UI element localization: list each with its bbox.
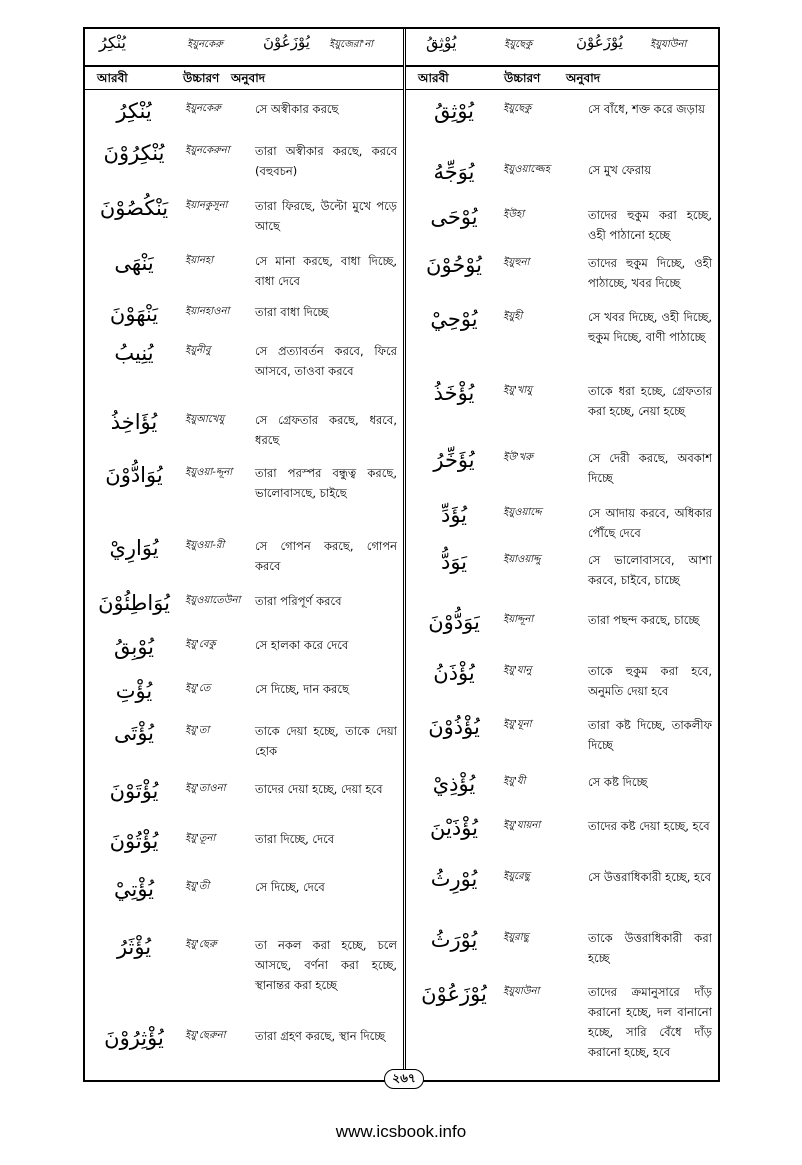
meaning: সে প্রত্যাবর্তন করবে, ফিরে আসবে, তাওবা করবে xyxy=(255,344,397,378)
arabic-word: يُؤْتِ xyxy=(115,679,153,703)
running-head-pron-4: ইয়ুযাউনা xyxy=(650,39,687,50)
arabic-word: يَنْهَوْنَ xyxy=(109,302,159,326)
pronunciation: ইয়ুরেছু xyxy=(503,871,530,882)
meaning: সে খবর দিচ্ছে, ওহী দিচ্ছে, হুকুম দিচ্ছে, বাণী পাঠাচ্ছে xyxy=(588,310,712,344)
arabic-word: يُوَارِيْ xyxy=(109,536,159,560)
running-head-pron-2: ইয়ুজেরা'না xyxy=(329,39,374,50)
meaning: সে উত্তরাধিকারী হচ্ছে, হবে xyxy=(588,870,712,884)
header-pron-right: উচ্চারণ xyxy=(504,71,541,85)
footer-url: www.icsbook.info xyxy=(335,1122,467,1141)
arabic-word: يُوْحَى xyxy=(430,205,478,229)
pronunciation: ইয়াদ্দূনা xyxy=(503,614,534,625)
right-column xyxy=(406,29,718,1080)
meaning: তাদের হুকুম দিচ্ছে, ওহী পাঠাচ্ছে, খবর দিচ্ছে xyxy=(588,256,712,290)
running-head-pron-3: ইয়ুছেকু xyxy=(504,39,533,50)
arabic-word: يُوَاطِئُوْنَ xyxy=(98,591,170,615)
arabic-word: يُوْثِقُ xyxy=(433,99,475,123)
meaning: তারা গ্রহণ করছে, স্থান দিচ্ছে xyxy=(255,1029,386,1043)
arabic-word: يُؤْذَنُ xyxy=(433,661,475,685)
pronunciation: ইয়ু'বেকু xyxy=(185,639,216,650)
pronunciation: ইয়ুওয়া-রী xyxy=(185,540,225,551)
running-head-arabic-4: يُوْزَعُوْنَ xyxy=(576,33,623,51)
arabic-word: يُؤْذُوْنَ xyxy=(428,715,480,739)
meaning: সে কষ্ট দিচ্ছে xyxy=(588,775,648,789)
page-frame xyxy=(83,27,720,1082)
running-head-arabic-1: يُنْكِرُ xyxy=(99,33,126,52)
meaning: তারা পরস্পর বন্ধুত্ব করছে, ভালোবাসছে, চাইছে xyxy=(255,466,397,500)
meaning: সে ভালোবাসবে, আশা করবে, চাইবে, চাচ্ছে xyxy=(588,553,712,587)
pronunciation: ইয়ুওয়াজ্জেহ xyxy=(503,164,551,175)
pronunciation: ইয়ুযাউনা xyxy=(503,986,540,997)
meaning: সে অস্বীকার করছে xyxy=(255,102,339,116)
arabic-word: يُوْحُوْنَ xyxy=(426,253,482,277)
arabic-word: يَوَدُّوْنَ xyxy=(428,610,480,634)
left-column xyxy=(85,29,403,1080)
meaning: তা নকল করা হচ্ছে, চলে আসছে, বর্ণনা করা হচ্ছে, স্থানান্তর করা হচ্ছে xyxy=(255,938,397,992)
meaning: তাকে হুকুম করা হবে, অনুমতি দেয়া হবে xyxy=(588,664,712,698)
pronunciation: ইয়ানকুসূনা xyxy=(185,200,228,211)
meaning: তাদের কষ্ট দেয়া হচ্ছে, হবে xyxy=(588,819,710,833)
running-head-arabic-3: يُوْثِقُ xyxy=(426,33,457,52)
meaning: তারা বাধা দিচ্ছে xyxy=(255,305,329,319)
pronunciation: ইয়ুওয়া-দ্দূনা xyxy=(185,467,233,478)
arabic-word: يُوْرَثُ xyxy=(430,928,478,952)
arabic-word: يَنْكُصُوْنَ xyxy=(99,196,169,220)
table-header-left xyxy=(85,67,403,90)
pronunciation: ইয়াওয়াদ্দু xyxy=(503,554,541,565)
pronunciation: ইয়ুওয়াদ্দে xyxy=(503,507,542,518)
arabic-word: يُؤْتُوْنَ xyxy=(109,829,159,853)
meaning: তাকে ধরা হচ্ছে, গ্রেফতার করা হচ্ছে, নেয়া হচ্ছে xyxy=(588,384,712,418)
meaning: সে গ্রেফতার করছে, ধরবে, ধরছে xyxy=(255,413,397,447)
pronunciation: ইয়ু'তা xyxy=(185,725,210,736)
pronunciation: ইয়ু'তাওনা xyxy=(185,783,226,794)
meaning: তারা ফিরছে, উল্টো মুখে পড়ে আছে xyxy=(255,199,397,233)
pronunciation: ইয়ুরাছু xyxy=(503,932,529,943)
pronunciation: ইয়ুওয়াতেউনা xyxy=(185,595,241,606)
pronunciation: ইয়ুআখেযু xyxy=(185,414,225,425)
meaning: তারা অস্বীকার করছে, করবে (বহুবচন) xyxy=(255,144,397,178)
pronunciation: ইয়ানহা xyxy=(185,255,214,266)
arabic-word: يُوْرِثُ xyxy=(430,867,478,891)
pronunciation: ইয়ুহী xyxy=(503,311,523,322)
pronunciation: ইয়ু'তে xyxy=(185,683,211,694)
pronunciation: ইয়ু'তূনা xyxy=(185,833,216,844)
arabic-word: يُؤْثَرُ xyxy=(116,935,152,959)
header-pron: উচ্চারণ xyxy=(183,71,220,85)
pronunciation: ইয়ু'ছেরু xyxy=(185,939,217,950)
pronunciation: ইয়ানহাওনা xyxy=(185,306,230,317)
pronunciation: ইয়ুনকেরু xyxy=(185,103,221,114)
page-number: ২৬৭ xyxy=(384,1069,424,1089)
table-header-right xyxy=(406,67,718,90)
arabic-word: يُؤْتَوْنَ xyxy=(109,779,159,803)
meaning: সে মানা করছে, বাধা দিচ্ছে, বাধা দেবে xyxy=(255,254,397,288)
arabic-word: يُؤْثِرُوْنَ xyxy=(104,1026,164,1050)
pronunciation: ইয়ুনীবু xyxy=(185,345,211,356)
meaning: তারা পরিপূর্ণ করবে xyxy=(255,594,342,608)
pronunciation: ইয়ু'খাযু xyxy=(503,385,533,396)
meaning: সে গোপন করছে, গোপন করবে xyxy=(255,539,397,573)
running-head-left xyxy=(85,29,403,67)
pronunciation: ইয়ু'যায়না xyxy=(503,820,541,831)
meaning: তারা দিচ্ছে, দেবে xyxy=(255,832,335,846)
arabic-word: يُوَجِّهُ xyxy=(433,160,475,184)
arabic-word: يُوْبِقُ xyxy=(113,635,155,659)
meaning: সে মুখ ফেরায় xyxy=(588,163,652,177)
header-meaning: অনুবাদ xyxy=(231,71,266,85)
running-head-arabic-2: يُوْزَعُوْنَ xyxy=(263,33,310,51)
arabic-word: يُؤْذَيْنَ xyxy=(430,816,478,840)
arabic-word: يُؤْتَى xyxy=(113,721,155,745)
meaning: তাকে দেয়া হচ্ছে, তাকে দেয়া হোক xyxy=(255,724,397,758)
meaning: সে আদায় করবে, অধিকার পৌঁছে দেবে xyxy=(588,506,712,540)
meaning: তাদের ক্রমানুসারে দাঁড় করানো হচ্ছে, দল বানানো হচ্ছে, সারি বেঁধে দাঁড় করানো হচ্ছে, হবে xyxy=(588,985,712,1059)
pronunciation: ইয়ুছেকু xyxy=(503,103,532,114)
meaning: তাদের দেয়া হচ্ছে, দেয়া হবে xyxy=(255,782,383,796)
pronunciation: ইয়ু'ছেরুনা xyxy=(185,1030,226,1041)
header-arabic-right: আরবী xyxy=(418,71,449,85)
meaning: সে দেরী করছে, অবকাশ দিচ্ছে xyxy=(588,451,712,485)
arabic-word: يُوْحِيْ xyxy=(430,307,478,331)
arabic-word: يُوَادُّوْنَ xyxy=(105,463,163,487)
pronunciation: ইয়ু'তী xyxy=(185,881,210,892)
arabic-word: يُنْكِرُ xyxy=(116,99,152,123)
meaning: সে দিচ্ছে, দেবে xyxy=(255,880,325,894)
arabic-word: يُوْزَعُوْنَ xyxy=(421,982,487,1006)
meaning: তারা কষ্ট দিচ্ছে, তাকলীফ দিচ্ছে xyxy=(588,718,712,752)
pronunciation: ইউহা xyxy=(503,209,525,220)
running-head-pron-1: ইয়ুনকেরু xyxy=(187,39,223,50)
arabic-word: يُؤْخَذُ xyxy=(433,381,475,405)
pronunciation: ইয়ুনকেরুনা xyxy=(185,145,230,156)
arabic-word: يُؤْذِيْ xyxy=(432,772,476,796)
pronunciation: ইয়ু'যূনা xyxy=(503,719,532,730)
pronunciation: ইয়ু'যী xyxy=(503,776,526,787)
arabic-word: يُؤْتِيْ xyxy=(113,877,155,901)
meaning: তারা পছন্দ করছে, চাচ্ছে xyxy=(588,613,700,627)
meaning: তাদের হুকুম করা হচ্ছে, ওহী পাঠানো হচ্ছে xyxy=(588,208,712,242)
meaning: সে দিচ্ছে, দান করছে xyxy=(255,682,349,696)
arabic-word: يَوَدُّ xyxy=(440,550,468,574)
pronunciation: ইয়ুহুনা xyxy=(503,257,530,268)
arabic-word: يُؤَاخِذُ xyxy=(110,410,158,434)
header-arabic: আরবী xyxy=(97,71,128,85)
arabic-word: يُنِيبُ xyxy=(114,341,154,365)
meaning: সে বাঁধে, শক্ত করে জড়ায় xyxy=(588,102,705,116)
arabic-word: يُؤَدِّ xyxy=(440,503,468,527)
arabic-word: يَنْهَى xyxy=(114,251,154,275)
arabic-word: يُؤَخِّرُ xyxy=(433,448,475,472)
meaning: সে হালকা করে দেবে xyxy=(255,638,349,652)
header-meaning-right: অনুবাদ xyxy=(566,71,601,85)
arabic-word: يُنْكِرُوْنَ xyxy=(103,141,165,165)
pronunciation: ইয়ু'যানু xyxy=(503,665,532,676)
running-head-right xyxy=(406,29,718,67)
pronunciation: ইউ'খরু xyxy=(503,452,533,463)
meaning: তাকে উত্তরাধিকারী করা হচ্ছে xyxy=(588,931,712,965)
